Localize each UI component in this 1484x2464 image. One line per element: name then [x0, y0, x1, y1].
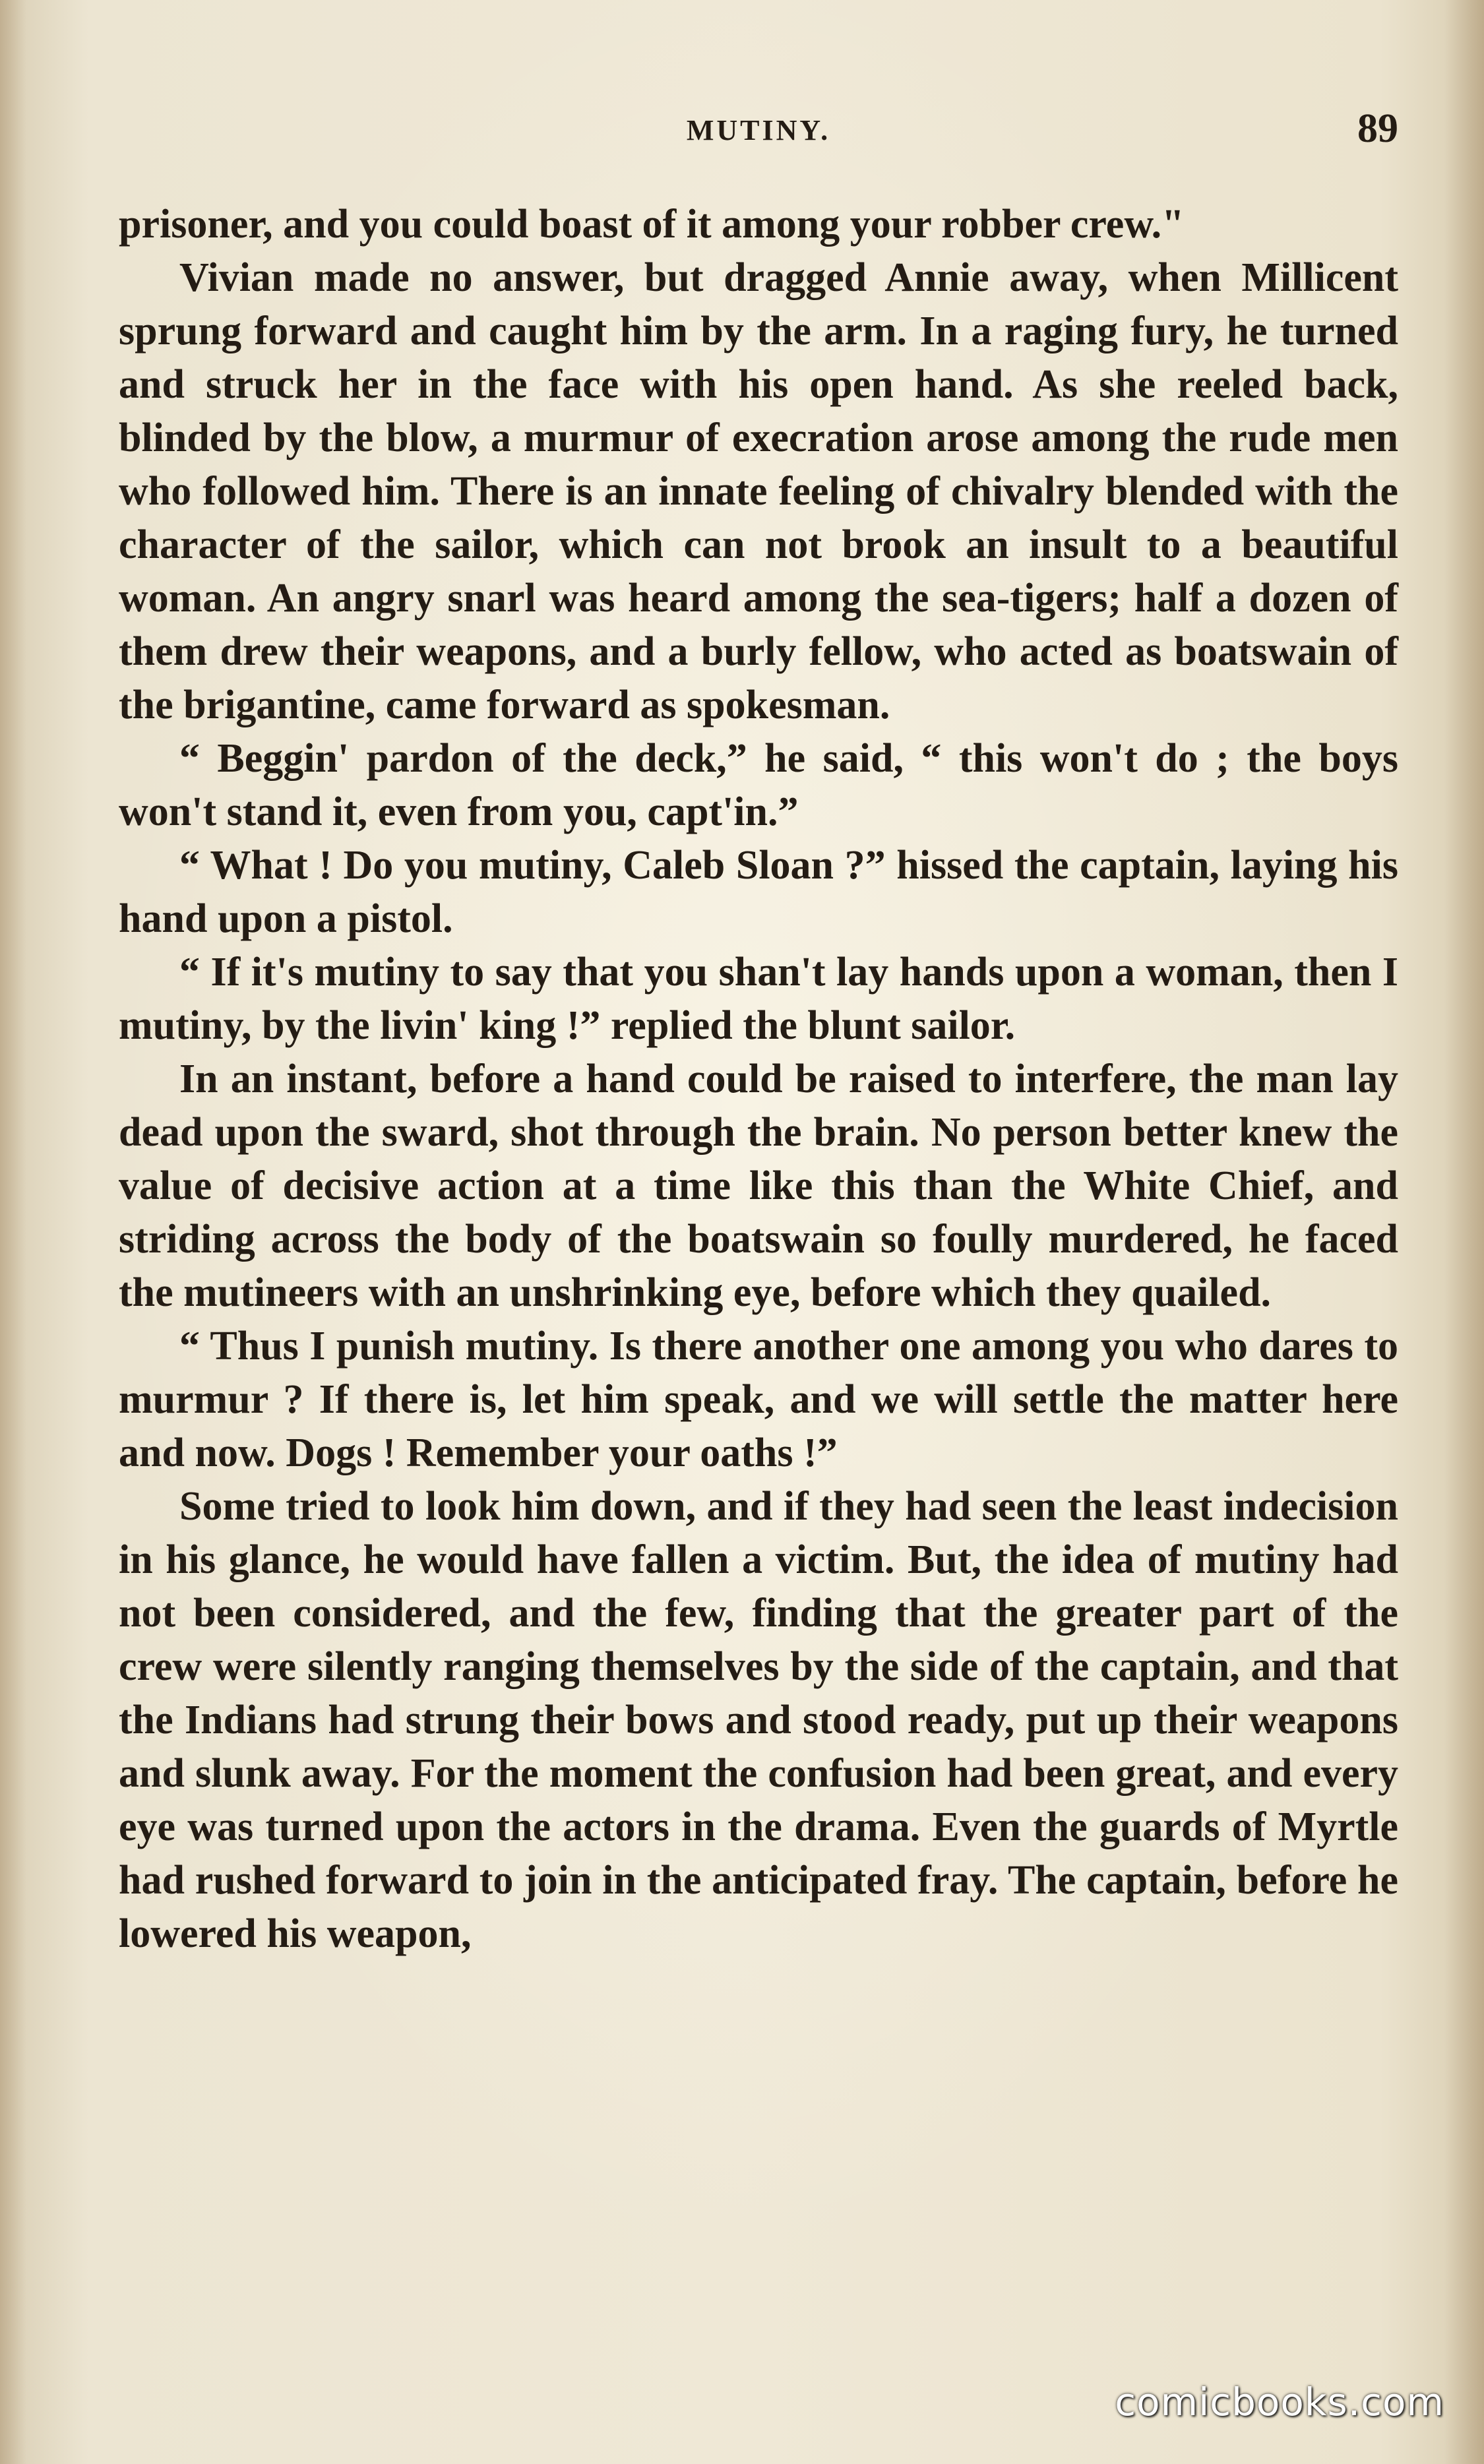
- page-edge-shadow-left: [0, 0, 26, 2464]
- page-edge-shadow-right: [1444, 0, 1484, 2464]
- paragraph: Some tried to look him down, and if they had seen the least indecision in his glance, he would have fallen a victim. But, the idea of mutiny had not been considered, and the few, finding that the greater part of the crew were silently ranging themselves by the side of the captain, and that the Indians had strung their bows and stood ready, put up their weapons and slunk away. For the moment the confusion had been great, and every eye was turned upon the actors in the drama. Even the guards of Myrtle had rushed forward to join in the anticipated fray. The captain, before he lowered his weapon,: [119, 1484, 1398, 1956]
- paragraph: “ Beggin' pardon of the deck,” he said, “ this won't do ; the boys won't stand it, even from you, capt'in.”: [119, 736, 1398, 834]
- body-text: [119, 198, 1398, 1961]
- running-title: MUTINY.: [686, 114, 831, 146]
- paragraph: In an instant, before a hand could be raised to interfere, the man lay dead upon the sward, shot through the brain. No person better knew the value of decisive action at a time like this than the White Chief, and striding across the body of the boatswain so foully murdered, he faced the mutineers with an unshrinking eye, before which they quailed.: [119, 1057, 1398, 1315]
- page-number: 89: [1357, 106, 1398, 151]
- paragraph: “ If it's mutiny to say that you shan't lay hands upon a woman, then I mutiny, by the livin' king !” replied the blunt sailor.: [119, 950, 1398, 1048]
- paragraph: Vivian made no answer, but dragged Annie away, when Millicent sprung forward and caught him by the arm. In a raging fury, he turned and struck her in the face with his open hand. As she reeled back, blinded by the blow, a murmur of execration arose among the rude men who followed him. There is an innate feeling of chivalry blended with the character of the sailor, which can not brook an insult to a beautiful woman. An angry snarl was heard among the sea-tigers; half a dozen of them drew their weapons, and a burly fellow, who acted as boatswain of the brigantine, came forward as spokesman.: [119, 255, 1398, 727]
- paragraph: “ Thus I punish mutiny. Is there another one among you who dares to murmur ? If there is, let him speak, and we will settle the matter here and now. Dogs ! Remember your oaths !”: [119, 1324, 1398, 1475]
- running-head: [119, 106, 1398, 158]
- paragraph: prisoner, and you could boast of it among your robber crew.": [119, 202, 1185, 247]
- watermark: comicbooks.com: [1115, 2380, 1444, 2424]
- paragraph: “ What ! Do you mutiny, Caleb Sloan ?” hissed the captain, laying his hand upon a pistol.: [119, 843, 1398, 941]
